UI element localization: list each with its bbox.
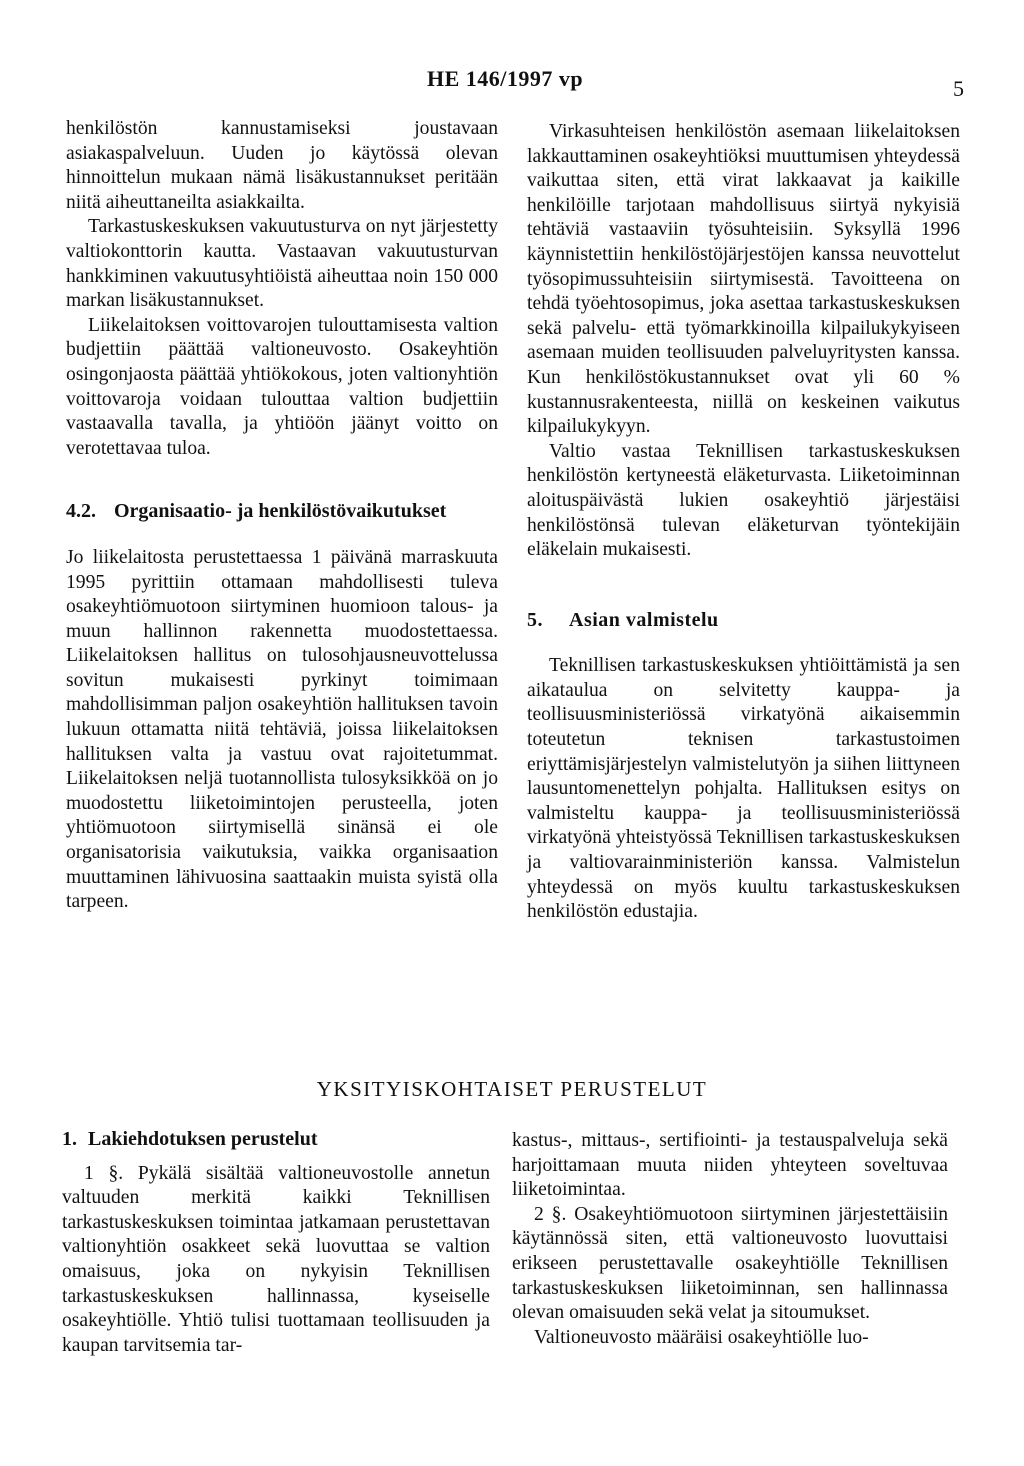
document-id: HE 146/1997 vp: [427, 66, 584, 91]
section-title: Asian valmistelu: [569, 608, 719, 631]
paragraph: Valtio vastaa Teknillisen tarkastuskeskuksen henkilöstön kertyneestä eläketurvasta. Liiketoiminnan aloituspäivästä lukien osakeyhtiö järjestäisi henkilöstönsä tulevan eläketurvan työntekijäin eläkelain mukaisesti.: [527, 440, 960, 561]
section-heading: [66, 499, 498, 524]
paragraph: 1 §. Pykälä sisältää valtioneuvostolle annetun valtuuden merkitä kaikki Teknillisen tarkastuskeskuksen toimintaa jatkamaan perustettavan valtionyhtiön osakkeet sekä luovuttaa se valtion omaisuus, joka on nykyisin Teknillisen tarkastuskeskuksen hallinnassa, kyseiselle osakeyhtiölle. Yhtiö tulisi tuottamaan teollisuuden ja kaupan tarvitsemia tar-: [62, 1162, 490, 1356]
paragraph: 2 §. Osakeyhtiömuotoon siirtyminen järjestettäisiin käytännössä siten, että valtioneuvosto luovuttaisi erikseen perustettavalle osakeyhtiölle Teknillisen tarkastuskeskuksen liiketoiminnan, sen hallinnassa olevan omaisuuden sekä velat ja sitoumukset.: [512, 1203, 948, 1324]
main-title: YKSITYISKOHTAISET PERUSTELUT: [316, 1077, 708, 1101]
section-title: Organisaatio- ja henkilöstövaikutukset: [114, 500, 447, 523]
paragraph: Tarkastuskeskuksen vakuutusturva on nyt järjestetty valtiokonttorin kautta. Vastaavan vakuutusturvan hankkiminen vakuutusyhtiöistä aiheuttaa noin 150 000 markan lisäkustannukset.: [66, 216, 498, 312]
section-number: 4.2.: [66, 500, 96, 523]
paragraph: henkilöstön kannustamiseksi joustavaan asiakaspalveluun. Uuden jo käytössä olevan hinnoittelun mukaan nämä lisäkustannukset peritään niitä aiheuttaneilta asiakkailta.: [66, 118, 498, 213]
paragraph: Teknillisen tarkastuskeskuksen yhtiöittämistä ja sen aikataulua on selvitetty kauppa- ja teollisuusministeriössä virkatyönä aikaisemmin toteutetun teknisen tarkastustoimen eriyttämisjärjestelyn valmistelutyön ja siihen liittyneen lausuntomenettelyn pohjalta. Hallituksen esitys on valmisteltu kauppa- ja teollisuusministeriössä virkatyönä yhteistyössä Teknillisen tarkastuskeskuksen ja valtiovarainministeriön kanssa. Valmistelun yhteydessä on myös kuultu tarkastuskeskuksen henkilöstön edustajia.: [527, 655, 960, 923]
paragraph: Valtioneuvosto määräisi osakeyhtiölle luo-: [534, 1326, 869, 1348]
left-column-bottom: [62, 1127, 490, 1358]
left-column-top: [66, 117, 498, 915]
section-heading: [527, 608, 960, 633]
section-number: 5.: [527, 608, 543, 631]
paragraph: kastus-, mittaus-, sertifiointi- ja testauspalveluja sekä harjoittamaan muuta niiden yhteyteen soveltuvaa liiketoimintaa.: [512, 1130, 948, 1201]
paragraph: Virkasuhteisen henkilöstön asemaan liikelaitoksen lakkauttaminen osakeyhtiöksi muuttumisen yhteydessä vaikuttaa siten, että virat lakkaavat ja kaikille henkilöille tarjotaan mahdollisuus siirtyä nykyisiä tehtäviä vastaaviin työsuhteisiin. Syksyllä 1996 käynnistettiin henkilöstöjärjestöjen kanssa neuvottelut työsopimussuhteisiin siirtymisestä. Tavoitteena on tehdä työehtosopimus, joka asettaa tarkastuskeskuksen sekä palvelu- että työmarkkinoilla kilpailukykyiseen asemaan muiden teollisuuden palveluyritysten kanssa. Kun henkilöstökustannukset ovat yli 60 % kustannusrakenteesta, niillä on keskeinen vaikutus kilpailukykyyn.: [527, 121, 960, 438]
paragraph: Jo liikelaitosta perustettaessa 1 päivänä marraskuuta 1995 pyrittiin ottamaan mahdollisesti tuleva osakeyhtiömuotoon siirtyminen huomioon talous- ja muun hallinnon rakennetta muodostettaessa. Liikelaitoksen hallitus on tulosohjausneuvottelussa sovitun mukaisesti pyrkinyt toimimaan mahdollisimman paljon osakeyhtiön hallituksen tavoin lukuun ottamatta niitä tehtäviä, joissa liikelaitoksen hallituksen valta ja vastuu ovat rajoitetummat. Liikelaitoksen neljä tuotannollista tulosyksikköä on jo muodostettu liiketoimintojen perusteella, joten yhtiömuotoon siirtymisellä sinänsä ei ole organisatorisia vaikutuksia, vaikka organisaation muuttaminen lähivuosina saattaakin muista syistä olla tarpeen.: [66, 546, 498, 913]
paragraph: Liikelaitoksen voittovarojen tulouttamisesta valtion budjettiin päättää valtioneuvosto. Osakeyhtiön osingonjaosta päättää yhtiökokous, joten valtionyhtiön voittovaroja voidaan tulouttaa valtion budjettiin vastaavalla tavalla, ja yhtiöön jäänyt voitto on verotettavaa tuloa.: [66, 314, 498, 459]
right-column-top: [527, 120, 960, 925]
right-column-bottom: [512, 1129, 948, 1350]
section-number: 1.: [62, 1128, 77, 1150]
page-header: [0, 66, 1024, 101]
page-number: 5: [953, 76, 964, 101]
section-title: Lakiehdotuksen perustelut: [88, 1128, 318, 1150]
section-heading: [62, 1127, 490, 1152]
